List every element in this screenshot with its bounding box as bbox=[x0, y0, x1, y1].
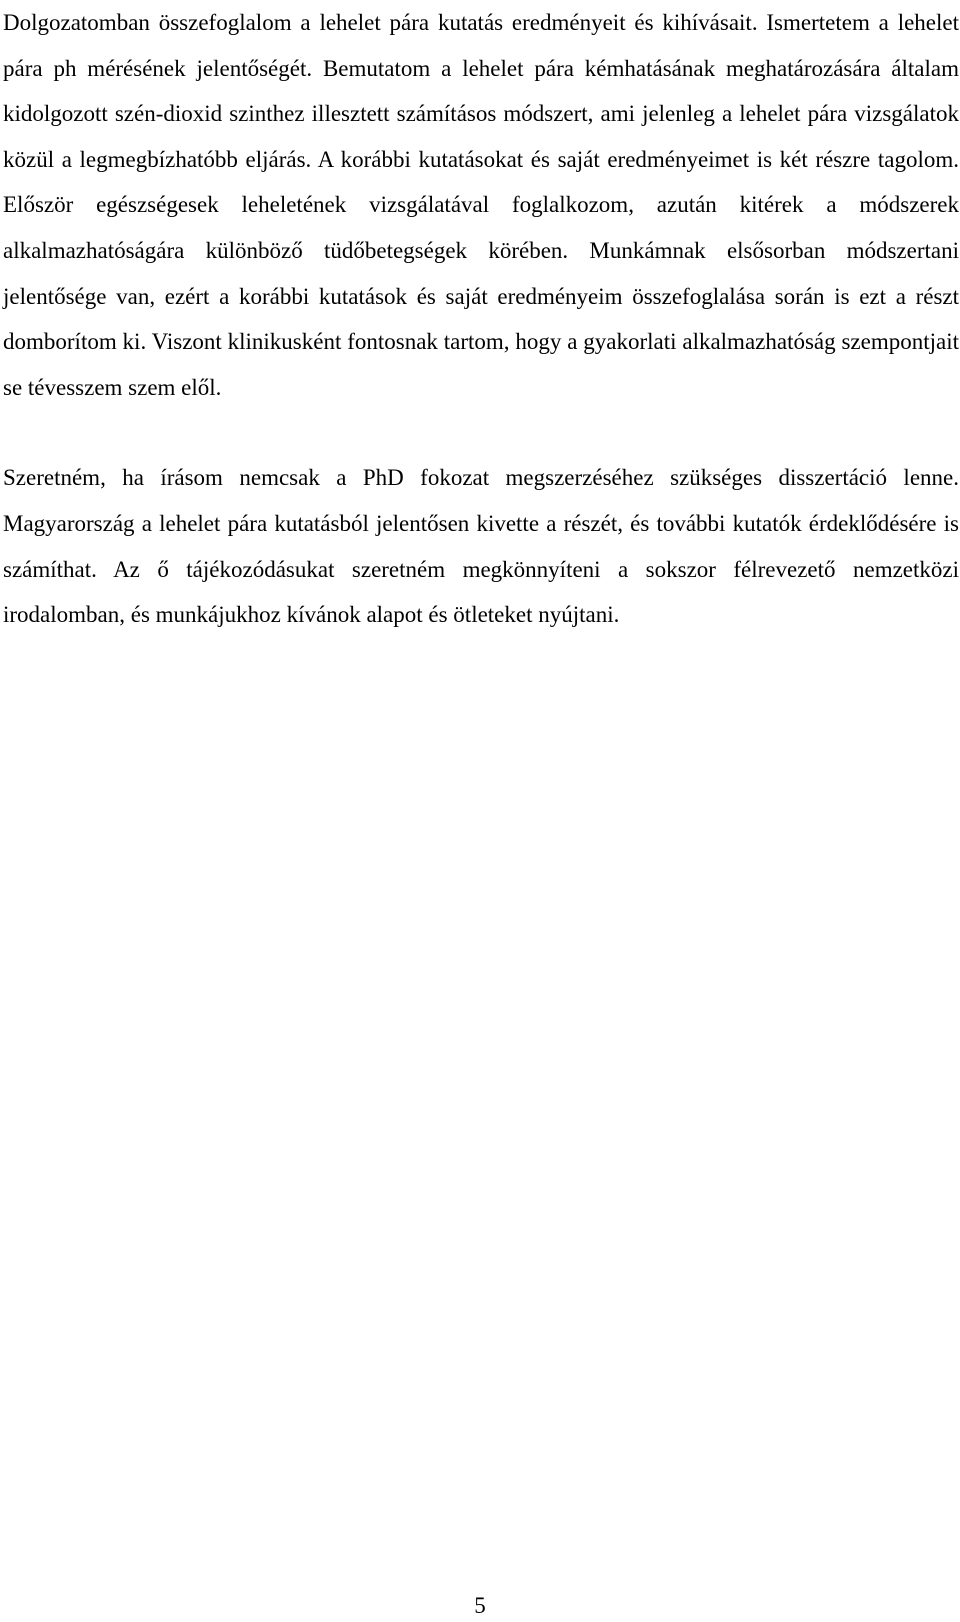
paragraph-aims: Szeretném, ha írásom nemcsak a PhD fokozat megszerzéséhez szükséges disszertáció lenne. Magyarország a lehelet pára kutatásból jelentősen kivette a részét, és további kutatók érdeklődésére is számíthat. Az ő tájékozódásukat szeretném megkönnyíteni a sokszor félrevezető nemzetközi irodalomban, és munkájukhoz kívánok alapot és ötleteket nyújtani. bbox=[3, 465, 959, 628]
document-page bbox=[3, 0, 959, 638]
page-number: 5 bbox=[474, 1593, 486, 1618]
paragraph-summary: Dolgozatomban összefoglalom a lehelet pára kutatás eredményeit és kihívásait. Ismertetem a lehelet pára ph mérésének jelentőségét. Bemutatom a lehelet pára kémhatásának meghatározására általam kidolgozott szén-dioxid szinthez illesztett számításos módszert, ami jelenleg a lehelet pára vizsgálatok közül a legmegbízhatóbb eljárás. A korábbi kutatásokat és saját eredményeimet is két részre tagolom. Először egészségesek leheletének vizsgálatával foglalkozom, azután kitérek a módszerek alkalmazhatóságára különböző tüdőbetegségek körében. Munkámnak elsősorban módszertani jelentősége van, ezért a korábbi kutatások és saját eredményeim összefoglalása során is ezt a részt domborítom ki. Viszont klinikusként fontosnak tartom, hogy a gyakorlati alkalmazhatóság szempontjait se tévesszem szem elől. bbox=[3, 10, 959, 400]
